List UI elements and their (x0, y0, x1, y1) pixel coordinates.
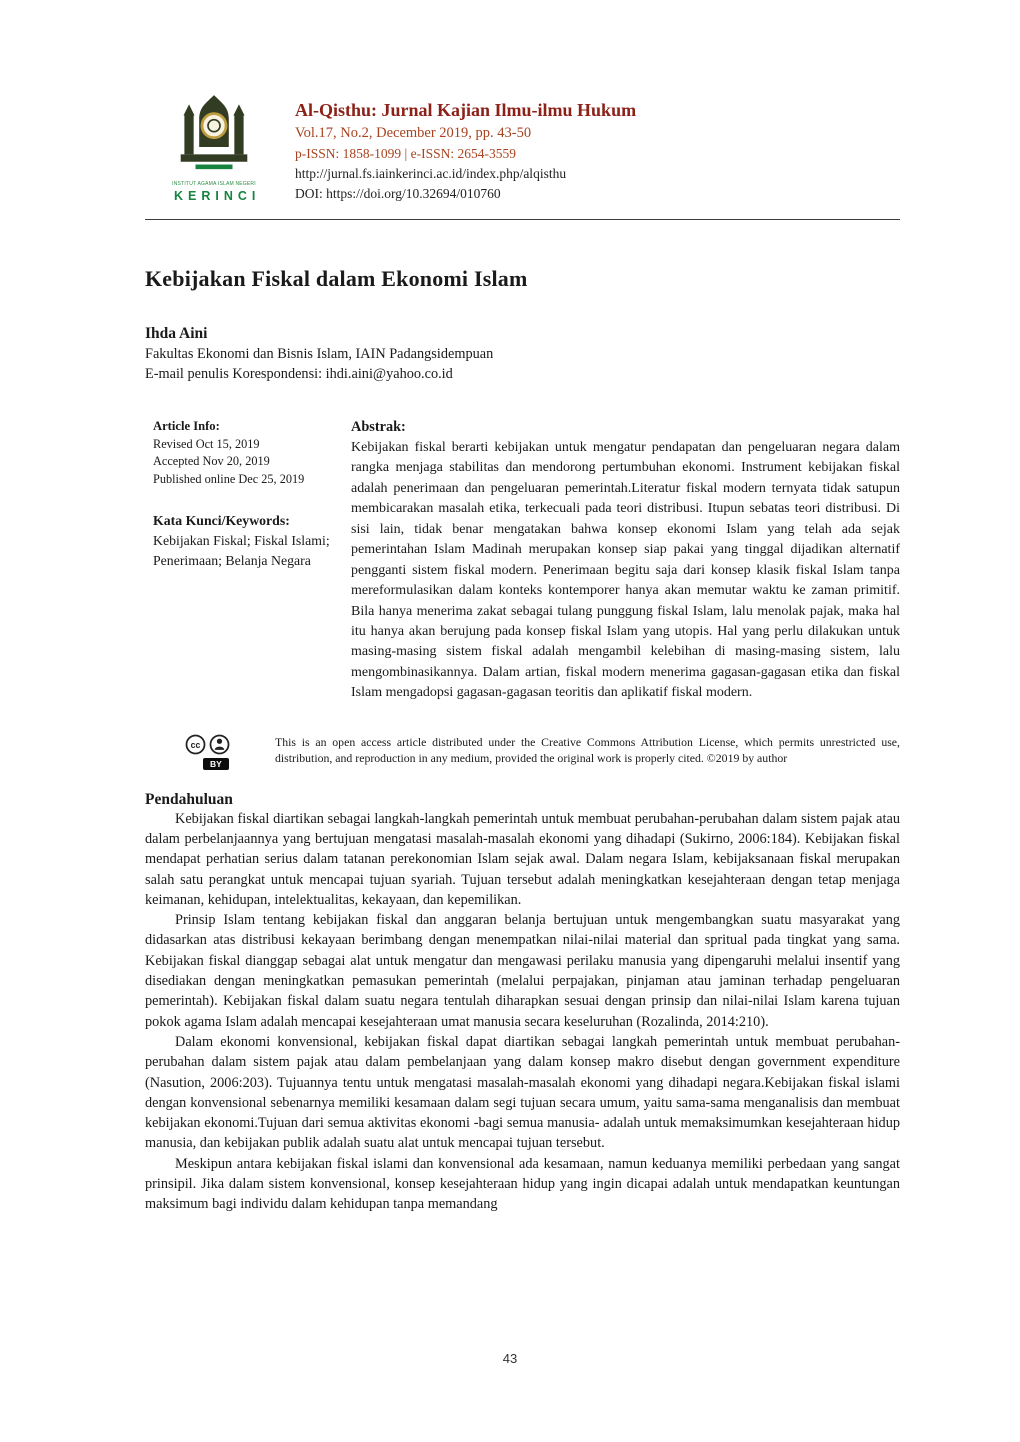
journal-volume-info: Vol.17, No.2, December 2019, pp. 43-50 (295, 125, 532, 141)
journal-title: Al-Qisthu: Jurnal Kajian Ilmu-ilmu Hukum (295, 100, 637, 120)
page-footer (0, 1351, 1020, 1366)
abstract-text: Kebijakan fiskal berarti kebijakan untuk mengatur pendapatan dan pengeluaran negara dalam rangka menjaga stabilitas dan mendorong pertumbuhan ekonomi. Instrument kebijakan fiskal adalah penerimaan dan pengeluaran pemerintah.Literatur fiskal modern ternyata tidak satupun membicarakan masalah etika, terkecuali pada teori distribusi. Itupun sebatas teori distribusi. Di sisi lain, tidak benar mengatakan bahwa konsep ekonomi Islam yang telah ada sejak pemerintahan Islam Madinah merupakan konsep siap pakai yang tinggal dijadikan alternatif pengganti sistem fiskal modern. Penerimaan begitu saja dari konsep klasik fiskal Islam tanpa mereformulasikan dalam konteks kontemporer hanya akan memutar waktu ke zaman primitif. Bila hanya menerima zakat sebagai tulang punggung fiskal Islam, lalu menolak pajak, maka hal itu hanya akan berujung pada konsep fiskal Islam yang utopis. Hal yang perlu dilakukan untuk masing-masing sistem fiskal adalah mengambil kelebihan di masing-masing sistem, lalu mengombinasikannya. Dalam artian, fiskal modern menerima gagasan-gagasan etika dan fiskal Islam mengadopsi gagasan-gagasan teoritis dan aplikatif fiskal modern. (351, 440, 900, 701)
article-info-label: Article Info: (153, 419, 220, 433)
keywords-label: Kata Kunci/Keywords: (153, 512, 290, 528)
cc-attribution-person-icon (209, 734, 230, 755)
published-date: Published online Dec 25, 2019 (153, 471, 305, 486)
article-title: Kebijakan Fiskal dalam Ekonomi Islam (145, 266, 528, 291)
author-block (145, 325, 900, 383)
journal-url-link[interactable]: http://jurnal.fs.iainkerinci.ac.id/index.php/alqisthu (295, 166, 567, 181)
revised-date: Revised Oct 15, 2019 (153, 436, 260, 451)
logo-emblem-icon (177, 95, 251, 173)
abstract-column (351, 419, 900, 704)
body-paragraph: Dalam ekonomi konvensional, kebijakan fiskal dapat diartikan sebagai langkah pemerintah untuk membuat perubahan-perubahan dalam sistem pajak atau dalam pembelanjaan yang dalam konsep makro disebut dengan government expenditure (Nasution, 2006:203). Tujuannya tentu untuk mengatasi masalah-masalah ekonomi yang dihadapi negara.Kebijakan fiskal islami dengan konvensional sebenarnya memiliki kesamaan dalam segi tujuan secara umum, yaitu sama-sama menganalisis dan membuat kebijakan ekonomi.Tujuan dari semua aktivitas ekonomi -bagi semua manusia- adalah untuk memaksimumkan kesejahteraan hidup manusia, dan kebijakan publik adalah suatu alat untuk mencapai tujuan tersebut. (145, 1033, 900, 1152)
article-info-section (145, 419, 900, 704)
cc-by-label: BY (203, 758, 229, 770)
keywords-text: Kebijakan Fiskal; Fiskal Islami; Penerimaan; Belanja Negara (153, 532, 330, 568)
header-divider (145, 219, 900, 220)
cc-icon (185, 734, 206, 755)
journal-header (169, 95, 900, 203)
journal-doi-link[interactable]: DOI: https://doi.org/10.32694/010760 (295, 186, 501, 201)
svg-text:cc: cc (190, 739, 201, 750)
license-section (145, 734, 900, 770)
abstract-label: Abstrak: (351, 419, 406, 435)
logo-name-text: KERINCI (174, 189, 261, 203)
accepted-date: Accepted Nov 20, 2019 (153, 454, 270, 468)
page-number: 43 (502, 1351, 518, 1366)
license-text: This is an open access article distributed under the Creative Commons Attribution License, which permits unrestricted use, distribution, and reproduction in any medium, provided the original work is properly cited. ©2019 by author (275, 734, 900, 766)
section-heading-pendahuluan: Pendahuluan (145, 790, 233, 808)
journal-info-block (295, 95, 636, 202)
journal-issn: p-ISSN: 1858-1099 | e-ISSN: 2654-3559 (295, 146, 516, 161)
article-info-column (153, 419, 351, 704)
body-paragraph: Prinsip Islam tentang kebijakan fiskal dan anggaran belanja bertujuan untuk mengembangkan suatu masyarakat yang didasarkan atas distribusi kekayaan berimbang dengan menempatkan nilai-nilai material dan spritual pada tingkat yang sama. Kebijakan fiskal dianggap sebagai alat untuk mengatur dan mengawasi perilaku manusia yang dipengaruhi melalui insentif yang disediakan dengan meningkatkan pemasukan pemerintah (melalui perpajakan, pinjaman atau jaminan terhadap pengeluaran pemerintah). Kebijakan fiskal dalam suatu negara tentulah diharapkan sesuai dengan prinsip dan nilai-nilai Islam karena tujuan pokok agama Islam adalah mencapai kesejahteraan umat manusia secara keseluruhan (Rozalinda, 2014:210). (145, 912, 900, 1030)
logo-institution-text: INSTITUT AGAMA ISLAM NEGERI (172, 181, 256, 187)
iain-kerinci-logo (169, 95, 259, 203)
cc-by-badge[interactable] (185, 734, 243, 770)
article-body (145, 791, 900, 1215)
author-email: E-mail penulis Korespondensi: ihdi.aini@yahoo.co.id (145, 366, 453, 382)
author-affiliation: Fakultas Ekonomi dan Bisnis Islam, IAIN Padangsidempuan (145, 346, 494, 362)
body-paragraph: Meskipun antara kebijakan fiskal islami dan konvensional ada kesamaan, namun keduanya memiliki perbedaan yang sangat prinsipil. Jika dalam sistem konvensional, konsep kesejahteraan hidup yang ingin dicapai adalah untuk mendapatkan keuntungan maksimum bagi individu dalam kehidupan tanpa memandang (145, 1155, 900, 1213)
author-name: Ihda Aini (145, 325, 208, 342)
body-paragraph: Kebijakan fiskal diartikan sebagai langkah-langkah pemerintah untuk membuat perubahan-perubahan dalam sistem pajak atau dalam perbelanjaannya yang bertujuan mengatasi masalah-masalah ekonomi yang dihadapi (Sukirno, 2006:184). Kebijakan fiskal mendapat perhatian serius dalam tatanan perekonomian Islam sejak awal. Dalam negara Islam, kebijaksanaan fiskal merupakan salah satu perangkat untuk mencapai tujuan syariah. Tujuan tersebut adalah meningkatkan kesejahteraan dengan tetap menjaga keimanan, kehidupan, intelektualitas, kekayaan, dan kepemilikan. (145, 810, 900, 908)
